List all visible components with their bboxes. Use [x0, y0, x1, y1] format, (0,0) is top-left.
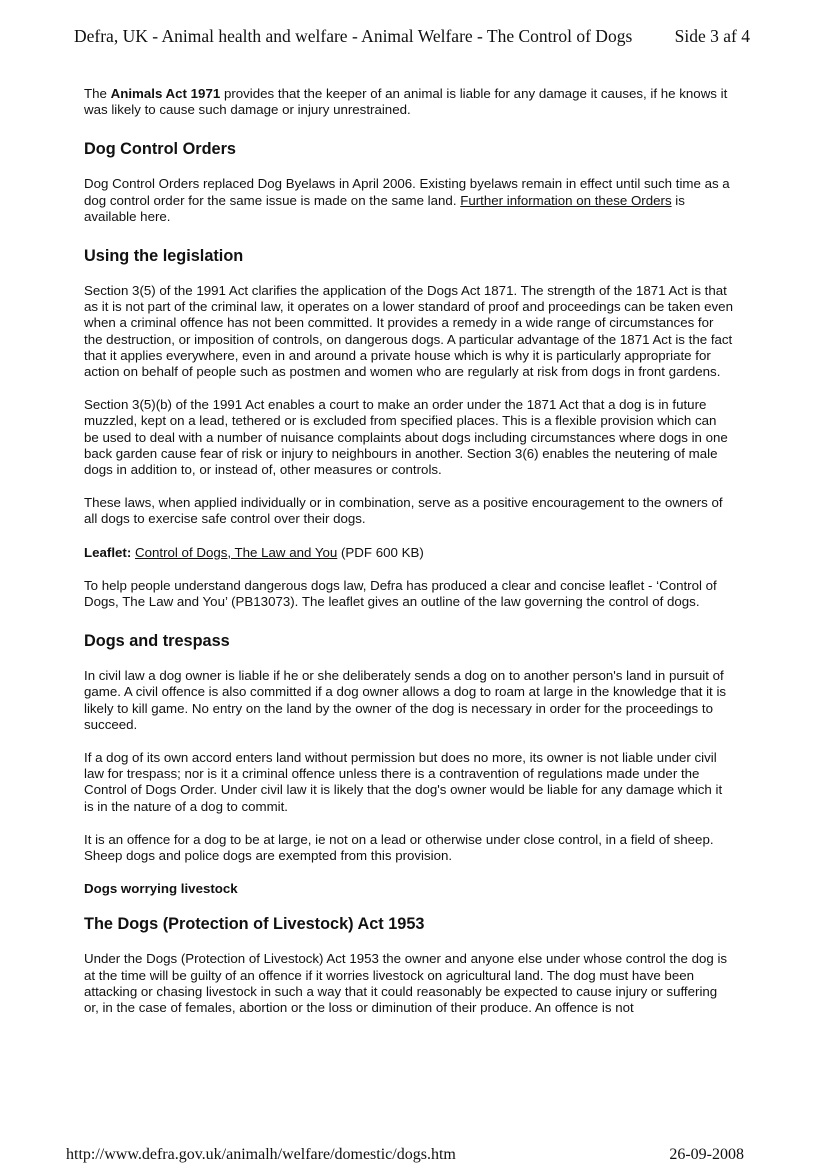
- heading-dog-control-orders: Dog Control Orders: [84, 140, 236, 159]
- animals-act-paragraph: [84, 86, 734, 118]
- animals-act-intro: The: [84, 86, 111, 101]
- dog-control-orders-text-end: is available here.: [84, 192, 685, 224]
- further-information-link[interactable]: Further information on these Orders: [460, 192, 672, 208]
- print-footer: [66, 1146, 744, 1170]
- subheading-dogs-worrying-livestock: Dogs worrying livestock: [84, 881, 238, 897]
- leaflet-size: (PDF 600 KB): [337, 544, 424, 560]
- trespass-paragraph-3: It is an offence for a dog to be at large, ie not on a lead or otherwise under close control, in a field of sheep. Sheep dogs and police dogs are exempted from this provision.: [84, 831, 714, 864]
- trespass-paragraph-2: If a dog of its own accord enters land without permission but does no more, its owner is not liable under civil law for trespass; nor is it a criminal offence unless there is a contravention of regulations made under the Control of Dogs Order. Under civil law it is likely that the dog's owner would be liable for any damage which it is in the nature of a dog to commit.: [84, 750, 723, 814]
- animals-act-text: provides that the keeper of an animal is liable for any damage it causes, if he knows it was likely to cause such damage or injury unrestrained.: [84, 86, 728, 118]
- animals-act-name: Animals Act 1971: [110, 86, 221, 101]
- legislation-paragraph-2: Section 3(5)(b) of the 1991 Act enables a court to make an order under the 1871 Act that a dog is in future muzzled, kept on a lead, tethered or is excluded from specified places. This is a flexible provision which can be used to deal with a number of nuisance complaints about dogs including circumstances where dogs in one back garden cause fear of risk or injury to neighbours in another. Section 3(6) enables the neutering of male dogs in addition to, or instead of, other measures or controls.: [84, 397, 728, 478]
- leaflet-link[interactable]: Control of Dogs, The Law and You: [135, 544, 338, 560]
- legislation-paragraph-3: These laws, when applied individually or in combination, serve as a positive encouragement to the owners of all dogs to exercise safe control over their dogs.: [84, 495, 723, 527]
- legislation-paragraph-1: Section 3(5) of the 1991 Act clarifies the application of the Dogs Act 1871. The strength of the 1871 Act is that as it is not part of the criminal law, it operates on a lower standard of proof and proceedings can be taken even when a criminal offence has not been committed. It provides a remedy in a wide range of circumstances for the destruction, or imposition of controls, on dangerous dogs. A particular advantage of the 1871 Act is the fact that it applies everywhere, even in and around a private house which is why it is particularly appropriate for action on behalf of people such as postmen and women who are regularly at risk from dogs in front gardens.: [84, 283, 733, 380]
- page-title: Defra, UK - Animal health and welfare - Animal Welfare - The Control of Dogs: [74, 26, 633, 46]
- page-url: http://www.defra.gov.uk/animalh/welfare/domestic/dogs.htm: [66, 1146, 456, 1163]
- livestock-paragraph-1: Under the Dogs (Protection of Livestock) Act 1953 the owner and anyone else under whose control the dog is at the time will be guilty of an offence if it worries livestock on agricultural land. The dog must have been attacking or chasing livestock in such a way that it could reasonably be expected to cause injury or suffering or, in the case of females, abortion or the loss or diminution of their produce. An offence is not: [84, 951, 728, 1015]
- page-number: Side 3 af 4: [674, 26, 750, 46]
- leaflet-line: [84, 545, 734, 561]
- print-date: 26-09-2008: [669, 1146, 744, 1163]
- trespass-paragraph-1: In civil law a dog owner is liable if he or she deliberately sends a dog on to another person's land in pursuit of game. A civil offence is also committed if a dog owner allows a dog to roam at large in the knowledge that it is likely to kill game. No entry on the land by the owner of the dog is necessary in order for the proceedings to succeed.: [84, 668, 727, 732]
- dog-control-orders-paragraph: [84, 176, 734, 225]
- legislation-paragraph-4: To help people understand dangerous dogs law, Defra has produced a clear and concise leaflet - ‘Control of Dogs, The Law and You’ (PB13073). The leaflet gives an outline of the law governing the control of dogs.: [84, 577, 717, 610]
- leaflet-label: Leaflet:: [84, 544, 132, 560]
- heading-dogs-and-trespass: Dogs and trespass: [84, 632, 230, 651]
- heading-protection-of-livestock-act: The Dogs (Protection of Livestock) Act 1953: [84, 915, 425, 934]
- heading-using-legislation: Using the legislation: [84, 247, 244, 266]
- dog-control-orders-text: Dog Control Orders replaced Dog Byelaws in April 2006. Existing byelaws remain in effect until such time as a dog control order for the same issue is made on the same land.: [84, 176, 730, 208]
- article-body: [84, 86, 734, 1016]
- print-header: [74, 26, 750, 50]
